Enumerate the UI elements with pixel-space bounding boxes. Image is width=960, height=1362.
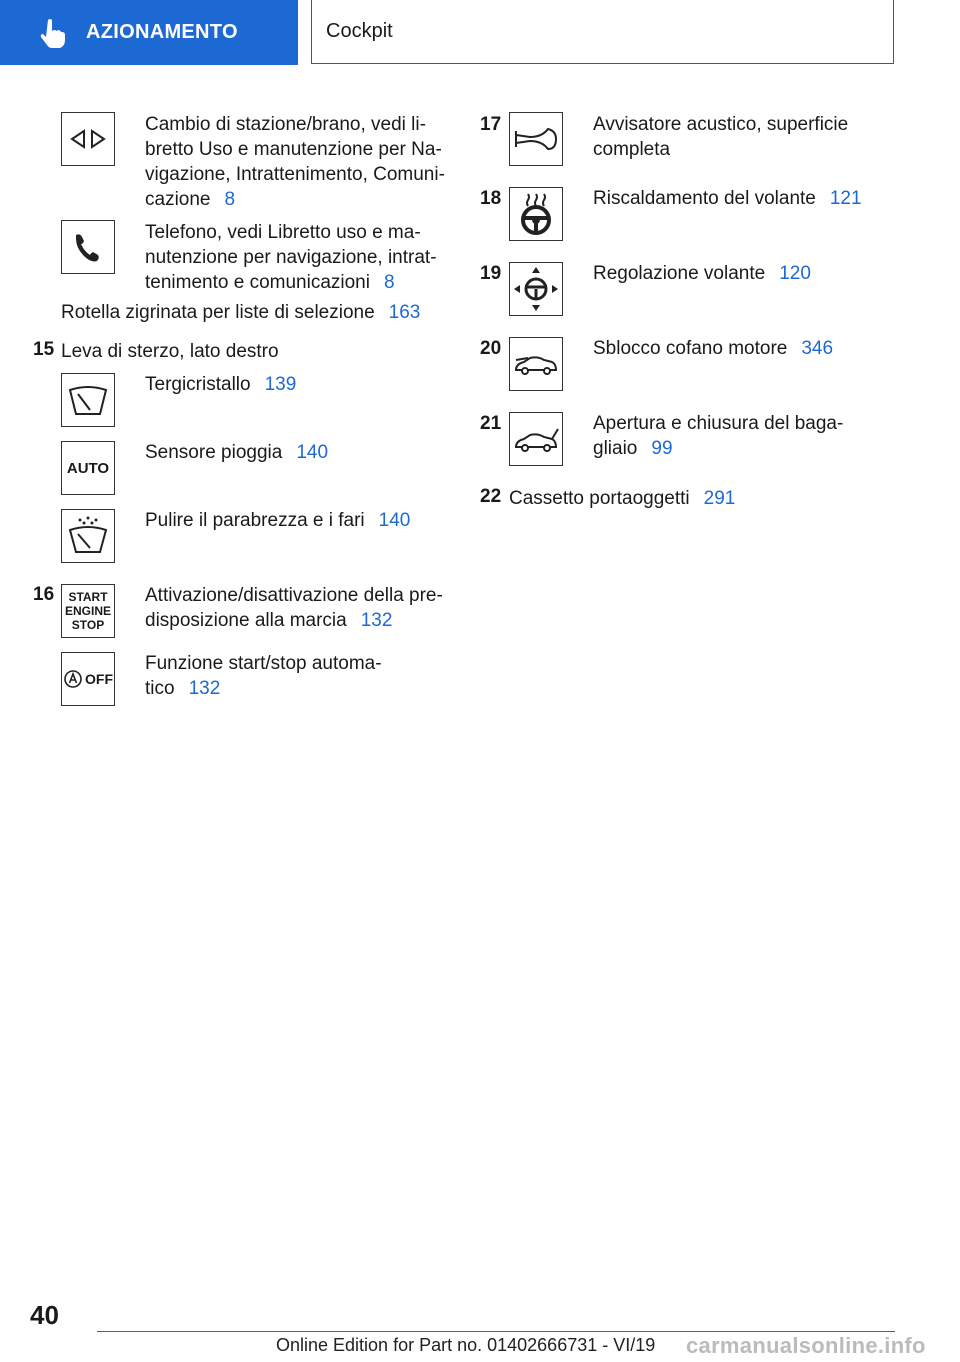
item-text: Leva di sterzo, lato destro <box>61 341 279 362</box>
hood-release-icon <box>509 337 563 391</box>
list-item <box>61 300 420 325</box>
page-link[interactable]: 99 <box>651 438 673 459</box>
page-link[interactable]: 8 <box>224 189 236 210</box>
steering-adjust-icon <box>509 262 563 316</box>
item-text: Telefono, vedi Libretto uso e ma- nutenzione per navigazione, intrat- tenimento e comunicazioni <box>145 222 437 293</box>
chapter-title: Cockpit <box>326 20 393 42</box>
list-item <box>145 220 455 295</box>
list-item <box>593 112 893 162</box>
section-title: AZIONAMENTO <box>86 21 238 43</box>
list-item <box>61 339 279 364</box>
item-text: Apertura e chiusura del baga- gliaio <box>593 413 844 459</box>
page-link[interactable]: 120 <box>779 263 811 284</box>
footer-divider <box>97 1331 895 1332</box>
heated-steering-wheel-icon <box>509 187 563 241</box>
list-item <box>145 651 455 701</box>
horn-icon <box>509 112 563 166</box>
page-link[interactable]: 140 <box>296 442 329 463</box>
item-number: 18 <box>480 188 502 209</box>
auto-label: AUTO <box>66 459 110 477</box>
engine-label: ENGINE <box>64 604 111 618</box>
phone-icon <box>61 220 115 274</box>
washer-icon <box>61 509 115 563</box>
list-item <box>145 372 455 397</box>
page-link[interactable]: 163 <box>388 302 421 323</box>
item-text: Attivazione/disattivazione della pre- disposizione alla marcia <box>145 585 443 631</box>
wiper-icon <box>61 373 115 427</box>
item-text: Sensore pioggia <box>145 442 283 463</box>
item-number: 22 <box>480 486 502 507</box>
start-label: START <box>68 590 108 604</box>
list-item <box>145 440 455 465</box>
page-link[interactable]: 8 <box>383 272 395 293</box>
auto-icon <box>61 441 115 495</box>
watermark: carmanualsonline.info <box>686 1333 926 1358</box>
page-link[interactable]: 139 <box>264 374 297 395</box>
item-number: 21 <box>480 413 502 434</box>
list-item <box>145 583 455 633</box>
trunk-icon <box>509 412 563 466</box>
page-link[interactable]: 121 <box>829 188 862 209</box>
item-text: Rotella zigrinata per liste di selezione <box>61 302 375 323</box>
edition-text: Online Edition for Part no. 01402666731 - VI/19 <box>276 1335 656 1355</box>
chapter-header <box>311 0 894 64</box>
stop-label: STOP <box>71 618 105 632</box>
item-text: Pulire il parabrezza e i fari <box>145 510 365 531</box>
item-text: Sblocco cofano motore <box>593 338 788 359</box>
page-link[interactable]: 132 <box>188 678 221 699</box>
skip-arrows-icon <box>61 112 115 166</box>
item-text: Riscaldamento del volante <box>593 188 816 209</box>
page-link[interactable]: 132 <box>360 610 393 631</box>
page-link[interactable]: 346 <box>801 338 834 359</box>
section-tab[interactable] <box>0 0 298 65</box>
list-item <box>509 486 735 511</box>
list-item <box>593 186 893 211</box>
list-item <box>145 112 455 212</box>
item-text: Funzione start/stop automa- tico <box>145 653 382 699</box>
item-number: 16 <box>33 584 55 605</box>
item-text: Cassetto portaoggetti <box>509 488 690 509</box>
page-number: 40 <box>30 1300 59 1330</box>
auto-a-circle-icon <box>63 669 83 689</box>
item-text: Cambio di stazione/brano, vedi li- bretto Uso e manutenzione per Na- vigazione, Intrattenimento, Comuni- cazione <box>145 114 445 210</box>
item-text: Avvisatore acustico, superficie completa <box>593 114 849 160</box>
item-number: 17 <box>480 114 502 135</box>
start-engine-stop-icon <box>61 584 115 638</box>
auto-start-stop-off-icon <box>61 652 115 706</box>
item-number: 20 <box>480 338 502 359</box>
list-item <box>593 411 893 461</box>
item-number: 19 <box>480 263 502 284</box>
item-text: Tergicristallo <box>145 374 251 395</box>
page-link[interactable]: 140 <box>378 510 411 531</box>
hand-pointer-icon <box>40 18 66 48</box>
page-link[interactable]: 291 <box>703 488 736 509</box>
item-text: Regolazione volante <box>593 263 766 284</box>
list-item <box>145 508 455 533</box>
list-item <box>593 336 893 361</box>
off-label: OFF <box>85 671 113 687</box>
list-item <box>593 261 893 286</box>
item-number: 15 <box>33 339 55 360</box>
